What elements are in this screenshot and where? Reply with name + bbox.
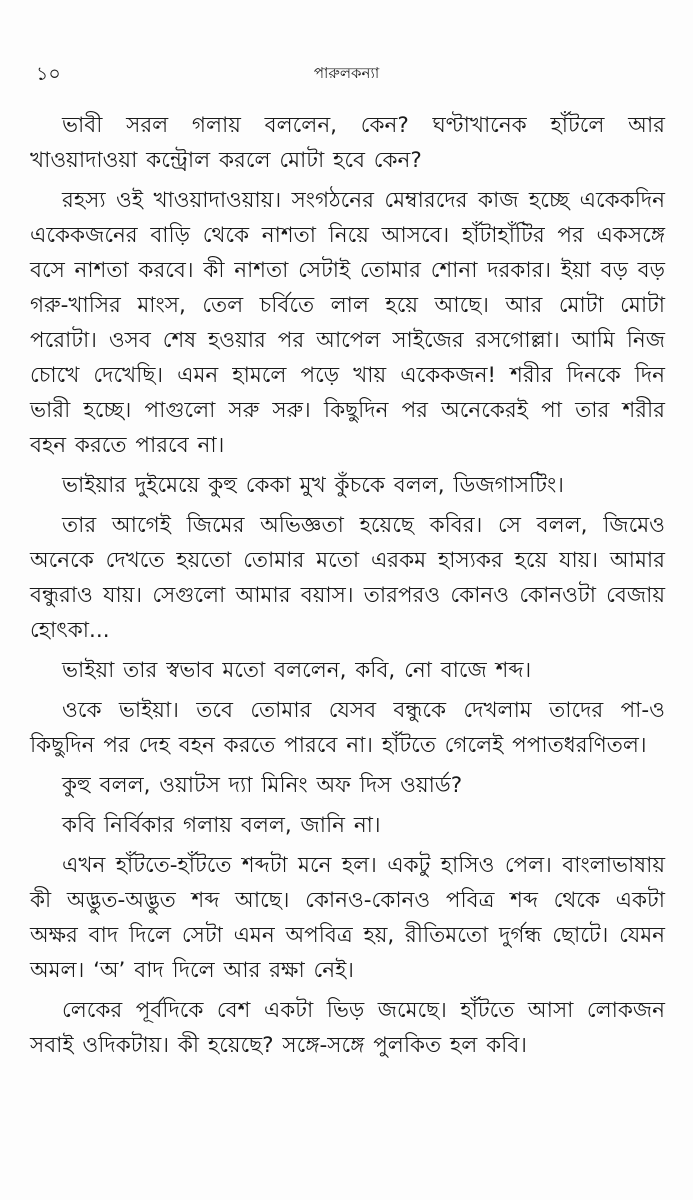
paragraph-10: লেকের পূর্বদিকে বেশ একটা ভিড় জমেছে। হাঁটতে আসা লোকজন সবাই ওদিকটায়। কী হয়েছে? সঙ্গে-সঙ্গে পুলকিত হল কবি। [30,998,665,1058]
book-title: পারুলকন্যা [313,64,380,82]
paragraph-5: ভাইয়া তার স্বভাব মতো বললেন, কবি, নো বাজে শব্দ। [62,658,532,683]
page-number: ১০ [36,63,61,85]
paragraph-1: ভাবী সরল গলায় বললেন, কেন? ঘণ্টাখানেক হাঁটলে আর খাওয়াদাওয়া কন্ট্রোল করলে মোটা হবে কেন? [30,113,665,173]
running-header [30,60,663,86]
paragraph-4: তার আগেই জিমের অভিজ্ঞতা হয়েছে কবির। সে বলল, জিমেও অনেকে দেখতে হয়তো তোমার মতো এরকম হাস্যকর হয়ে যায়। আমার বন্ধুরাও যায়। সেগুলো আমার বয়াস। তারপরও কোনও কোনওটা বেজায় হোৎকা... [30,513,665,643]
body-text [30,108,665,1068]
paragraph-6: ওকে ভাইয়া। তবে তোমার যেসব বন্ধুকে দেখলাম তাদের পা-ও কিছুদিন পর দেহ বহন করতে পারবে না। হাঁটতে গেলেই পপাতধরণিতল। [30,698,665,758]
paragraph-2: রহস্য ওই খাওয়াদাওয়ায়। সংগঠনের মেম্বারদের কাজ হচ্ছে একেকদিন একেকজনের বাড়ি থেকে নাশতা নিয়ে আসবে। হাঁটাহাঁটির পর একসঙ্গে বসে নাশতা করবে। কী নাশতা সেটাই তোমার শোনা দরকার। ইয়া বড় বড় গরু-খাসির মাংস, তেল চর্বিতে লাল হয়ে আছে। আর মোটা মোটা পরোটা। ওসব শেষ হওয়ার পর আপেল সাইজের রসগোল্লা। আমি নিজ চোখে দেখেছি। এমন হামলে পড়ে খায় একেকজন! শরীর দিনকে দিন ভারী হচ্ছে। পাগুলো সরু সরু। কিছুদিন পর অনেকেরই পা তার শরীর বহন করতে পারবে না। [30,188,665,458]
paragraph-9: এখন হাঁটতে-হাঁটতে শব্দটা মনে হল। একটু হাসিও পেল। বাংলাভাষায় কী অদ্ভুত-অদ্ভুত শব্দ আছে। কোনও-কোনও পবিত্র শব্দ থেকে একটা অক্ষর বাদ দিলে সেটা এমন অপবিত্র হয়, রীতিমতো দুর্গন্ধ ছোটে। যেমন অমল। ‘অ’ বাদ দিলে আর রক্ষা নেই। [30,853,665,983]
paragraph-7: কুহু বলল, ওয়াটস দ্যা মিনিং অফ দিস ওয়ার্ড? [62,773,463,798]
paragraph-3: ভাইয়ার দুইমেয়ে কুহু কেকা মুখ কুঁচকে বলল, ডিজগাসটিং। [62,473,564,498]
paragraph-8: কবি নির্বিকার গলায় বলল, জানি না। [62,813,381,838]
